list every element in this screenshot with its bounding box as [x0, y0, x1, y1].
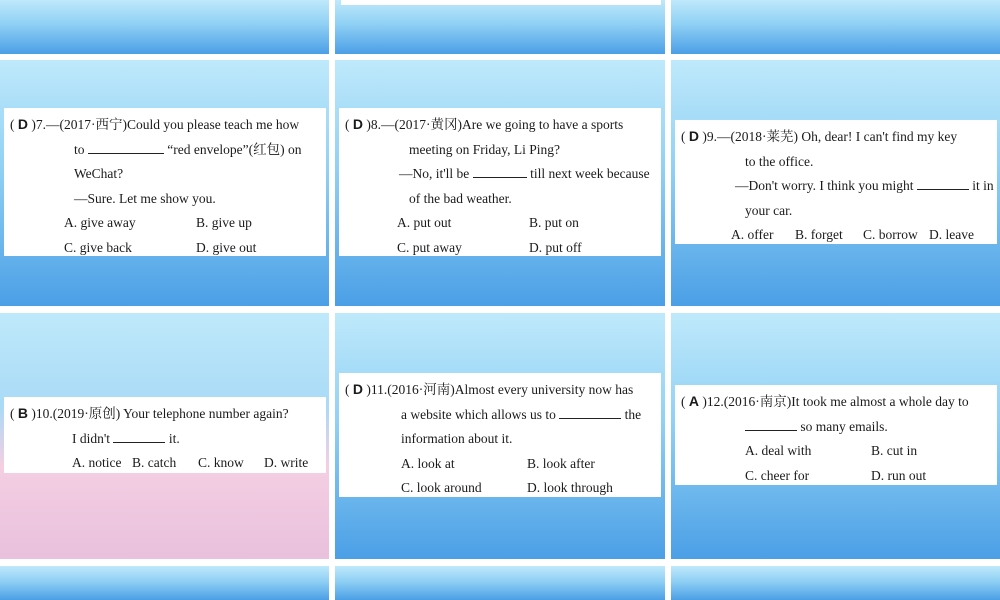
option-d: D. give out — [196, 239, 257, 255]
options-row — [10, 211, 320, 236]
question-text: Are we going to have a sports — [462, 117, 624, 132]
answer-letter: A — [688, 393, 699, 409]
options-row — [345, 236, 655, 261]
option-b: B. put on — [529, 215, 579, 230]
question-card-8: ( D )8.—(2017·黄冈)Are we going to have a sports meeting on Friday, Li Ping? —No, it'll be till next week because of the bad weather. A. put out B. put on C. put away D. put off — [339, 108, 661, 256]
option-d: D. look through — [527, 480, 613, 495]
question-text: I didn't — [72, 430, 111, 446]
question-text: the — [624, 406, 642, 422]
question-number: 8. — [370, 117, 381, 132]
option-a: A. look at — [401, 455, 455, 471]
option-c: C. give back — [64, 239, 132, 255]
question-text: “red envelope”(红包) on — [167, 141, 302, 157]
options-row — [345, 211, 655, 236]
options-row — [10, 451, 320, 476]
option-c: C. look around — [401, 480, 482, 495]
slide-tile-top-left — [0, 0, 329, 54]
question-text: —Don't worry. I think you might — [735, 178, 914, 193]
question-number: 10. — [35, 406, 53, 421]
slide-tile-bottom-left — [0, 566, 329, 600]
question-text: of the bad weather. — [409, 190, 512, 206]
question-number: 9. — [706, 129, 717, 144]
question-text: —Sure. Let me show you. — [74, 190, 216, 206]
question-text: —No, it'll be — [399, 166, 470, 181]
question-text: it. — [168, 430, 180, 446]
question-text: Could you please teach me how — [127, 117, 300, 132]
question-text: a website which allows us to — [401, 406, 556, 422]
answer-blank — [113, 429, 165, 443]
question-text: information about it. — [401, 431, 513, 446]
answer-blank — [745, 417, 797, 431]
option-d: D. leave — [929, 227, 974, 242]
answer-letter: D — [688, 128, 699, 144]
question-card-9: ( D )9.—(2018·莱芜) Oh, dear! I can't find my key to the office. —Don't worry. I think you might it in your car. A. offer B. forget C. borrow D. leave — [675, 120, 997, 244]
question-card-12: ( A )12.(2016·南京)It took me almost a whole day to so many emails. A. deal with B. cut in C. cheer for D. run out — [675, 385, 997, 485]
slide-card-fragment — [341, 0, 661, 5]
question-text: it in — [972, 178, 994, 193]
option-b: B. catch — [132, 455, 177, 470]
question-text: so many emails. — [800, 418, 888, 434]
answer-letter: D — [17, 116, 28, 132]
option-c: C. put away — [397, 239, 462, 255]
question-text: Your telephone number again? — [123, 406, 289, 421]
options-row — [10, 236, 320, 261]
question-text: to — [74, 141, 85, 157]
option-d: D. write — [264, 455, 309, 470]
options-row — [681, 223, 991, 248]
answer-blank — [917, 176, 969, 190]
option-c: C. borrow — [863, 227, 918, 242]
question-source: —(2017·黄冈) — [381, 117, 462, 132]
question-text: to the office. — [745, 153, 814, 169]
option-a: A. notice — [72, 455, 122, 470]
option-a: A. offer — [731, 227, 774, 242]
question-card-11: ( D )11.(2016·河南)Almost every university now has a website which allows us to the information about it. A. look at B. look after C. look around D. look through — [339, 373, 661, 497]
question-text: Oh, dear! I can't find my key — [801, 129, 958, 144]
question-number: 7. — [35, 117, 46, 132]
slide-tile-top-middle — [335, 0, 665, 54]
question-card-7: ( D )7.—(2017·西宁)Could you please teach me how to “red envelope”(红包) on WeChat? —Sure. Let me show you. A. give away B. give up C. give back D. give out — [4, 108, 326, 256]
options-row — [681, 439, 991, 464]
option-b: B. look after — [527, 455, 595, 471]
question-source: (2019·原创) — [52, 406, 121, 421]
answer-blank — [88, 140, 164, 154]
question-text: meeting on Friday, Li Ping? — [409, 141, 560, 157]
option-d: D. run out — [871, 467, 927, 483]
question-source: —(2017·西宁) — [46, 117, 127, 132]
answer-letter: B — [17, 405, 28, 421]
slide-tile-bottom-middle — [335, 566, 665, 600]
answer-blank — [559, 405, 621, 419]
question-number: 11. — [370, 382, 388, 397]
options-row — [345, 476, 655, 501]
question-number: 12. — [706, 394, 724, 409]
question-text: WeChat? — [74, 166, 124, 181]
answer-blank — [473, 164, 527, 178]
answer-letter: D — [352, 381, 363, 397]
options-row — [681, 464, 991, 489]
question-source: (2016·河南) — [387, 382, 455, 397]
question-text: your car. — [745, 202, 793, 218]
option-a: A. put out — [397, 215, 452, 230]
question-text: It took me almost a whole day to — [791, 394, 969, 409]
option-b: B. forget — [795, 227, 843, 242]
option-b: B. give up — [196, 215, 252, 230]
option-a: A. deal with — [745, 443, 812, 458]
question-text: till next week because — [530, 166, 650, 181]
option-c: C. cheer for — [745, 467, 810, 483]
option-c: C. know — [198, 455, 244, 470]
question-text: Almost every university now has — [454, 382, 634, 397]
answer-letter: D — [352, 116, 363, 132]
question-card-10: ( B )10.(2019·原创) Your telephone number again? I didn't it. A. notice B. catch C. know D. write — [4, 397, 326, 473]
slide-tile-top-right — [671, 0, 1000, 54]
question-source: (2016·南京) — [723, 394, 792, 409]
slide-tile-bottom-right — [671, 566, 1000, 600]
option-b: B. cut in — [871, 443, 918, 458]
question-source: —(2018·莱芜) — [717, 129, 798, 144]
options-row — [345, 452, 655, 477]
option-d: D. put off — [529, 239, 582, 255]
option-a: A. give away — [64, 215, 136, 230]
